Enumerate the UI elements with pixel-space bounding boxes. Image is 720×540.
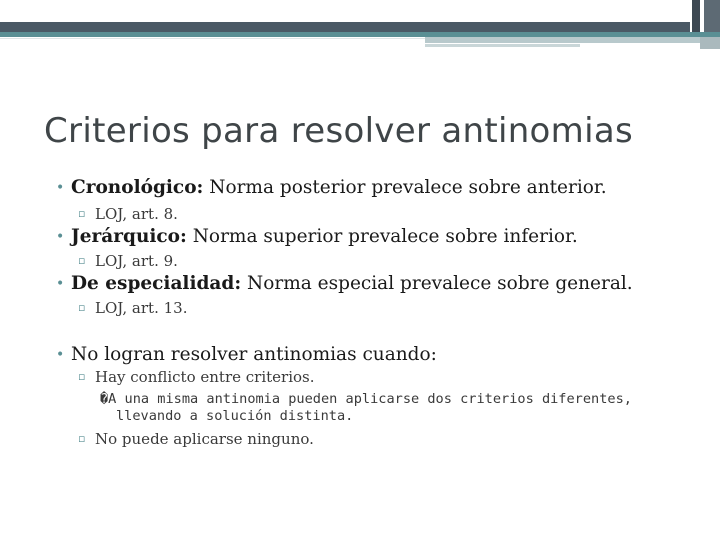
- sub-bullet-text: Hay conflicto entre criterios.: [95, 368, 315, 386]
- sub-bullet-text: LOJ, art. 13.: [95, 299, 188, 317]
- bullet-bold: Cronológico:: [71, 177, 204, 198]
- header-block-right-2: [704, 0, 720, 32]
- bullet-text: Norma posterior prevalece sobre anterior.: [203, 177, 607, 198]
- slide-title: Criterios para resolver antinomias: [44, 111, 633, 151]
- bullet-text: No logran resolver antinomias cuando:: [71, 344, 437, 365]
- sub-bullet-text: No puede aplicarse ninguno.: [95, 430, 314, 448]
- sub-bullet-text: LOJ, art. 8.: [95, 205, 178, 223]
- header-bar-light: [425, 37, 720, 43]
- detail-line-1: �A una misma antinomia pueden aplicarse dos criterios diferentes,: [100, 391, 632, 407]
- bullet-dot-icon: •: [56, 276, 65, 292]
- square-bullet-icon: ▫: [78, 301, 86, 314]
- square-bullet-icon: ▫: [78, 207, 86, 220]
- header-line-light: [0, 38, 425, 39]
- bullet-bold: De especialidad:: [71, 273, 242, 294]
- bullet-bold: Jerárquico:: [71, 226, 187, 247]
- sub-bullet-text: LOJ, art. 9.: [95, 252, 178, 270]
- bullet-text: Norma superior prevalece sobre inferior.: [186, 226, 578, 247]
- square-bullet-icon: ▫: [78, 254, 86, 267]
- bullet-dot-icon: •: [56, 347, 65, 363]
- square-bullet-icon: ▫: [78, 432, 86, 445]
- square-bullet-icon: ▫: [78, 370, 86, 383]
- header-block-right-3: [700, 37, 720, 49]
- bullet-dot-icon: •: [56, 229, 65, 245]
- detail-line-2: llevando a solución distinta.: [116, 408, 354, 424]
- header-bar-thin: [425, 44, 580, 47]
- bullet-dot-icon: •: [56, 180, 65, 196]
- header-block-right-1: [692, 0, 700, 32]
- bullet-text: Norma especial prevalece sobre general.: [241, 273, 633, 294]
- header-bar-dark: [0, 22, 690, 32]
